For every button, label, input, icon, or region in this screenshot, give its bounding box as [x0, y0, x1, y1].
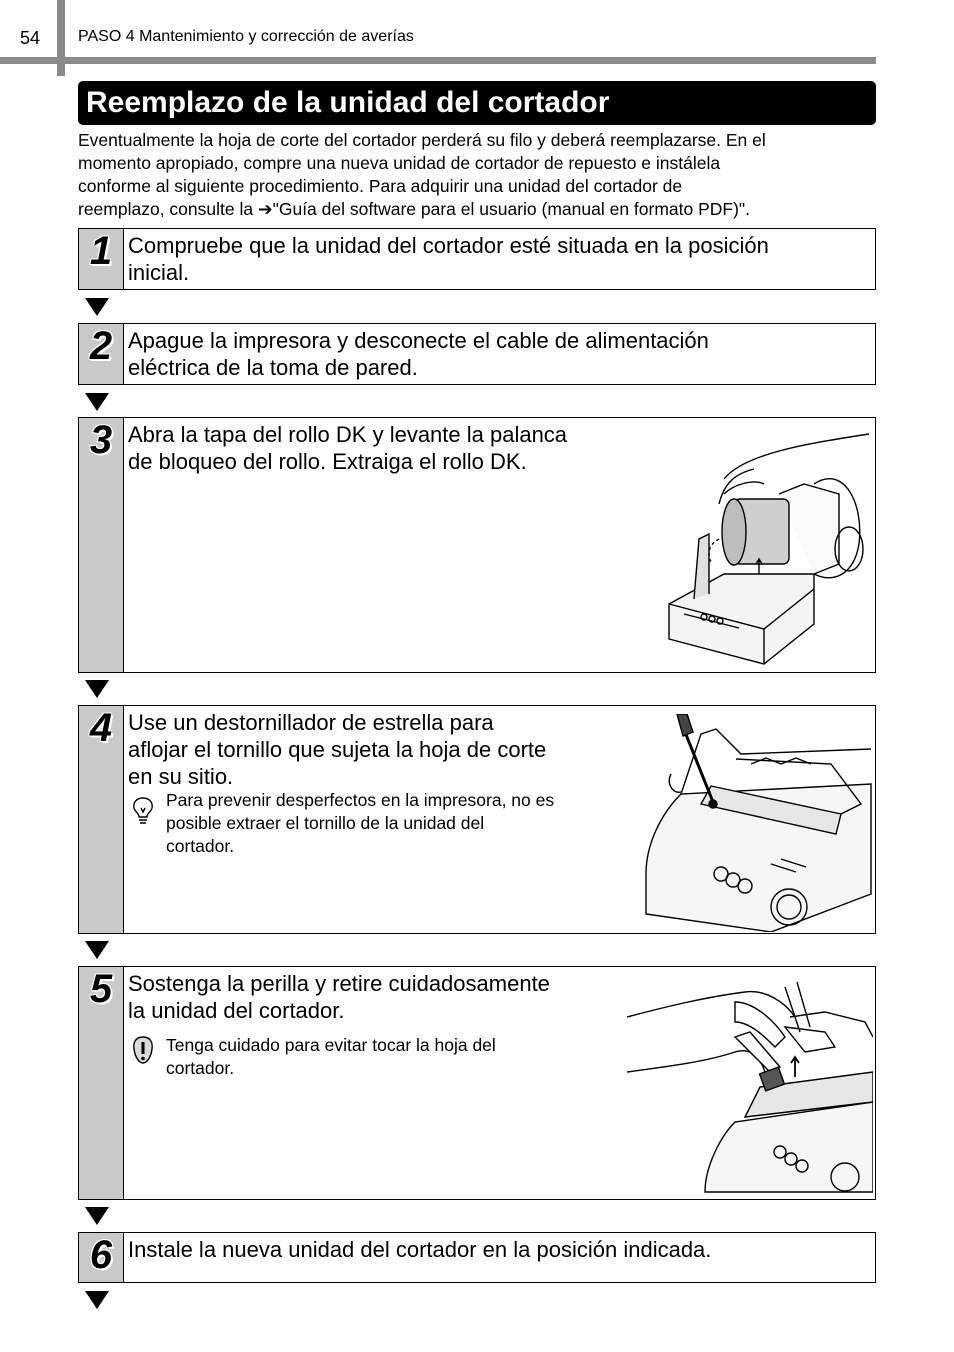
step-line: Compruebe que la unidad del cortador esté situada en la posición — [128, 233, 769, 258]
step-line: aflojar el tornillo que sujeta la hoja de corte — [128, 737, 547, 762]
page-number: 54 — [20, 28, 41, 48]
step-line: Instale la nueva unidad del cortador en la posición indicada. — [128, 1237, 712, 1262]
next-step-arrow-icon — [85, 680, 109, 698]
intro-line: Eventualmente la hoja de corte del cortador perderá su filo y deberá reemplazarse. En el — [78, 130, 766, 150]
step-number: 4 — [89, 706, 113, 750]
reference-arrow-icon: ➔ — [257, 199, 273, 219]
step-1 — [78, 228, 876, 290]
step-number-column — [79, 967, 124, 1199]
intro-line — [78, 198, 878, 221]
step-text — [128, 1236, 711, 1263]
step-text — [128, 970, 550, 1024]
printer-remove-roll-illustration — [664, 424, 869, 668]
step-line: Use un destornillador de estrella para — [128, 710, 494, 735]
step-line: Abra la tapa del rollo DK y levante la palanca — [128, 422, 568, 447]
step-number: 6 — [89, 1233, 113, 1277]
screwdriver-cutter-screw-illustration — [641, 714, 873, 932]
note-line: Tenga cuidado para evitar tocar la hoja del — [166, 1035, 496, 1055]
intro-paragraph — [78, 129, 878, 221]
remove-cutter-unit-illustration — [625, 977, 873, 1195]
next-step-arrow-icon — [85, 1291, 109, 1309]
running-title: PASO 4 Mantenimiento y corrección de averías — [78, 28, 414, 45]
step-line: Apague la impresora y desconecte el cable de alimentación — [128, 328, 709, 353]
step-line: eléctrica de la toma de pared. — [128, 355, 418, 380]
next-step-arrow-icon — [85, 298, 109, 316]
note-line: cortador. — [166, 1058, 235, 1078]
step-line: de bloqueo del rollo. Extraiga el rollo DK. — [128, 449, 527, 474]
note-line: Para prevenir desperfectos en la impresora, no es — [166, 790, 555, 810]
step-number-column — [79, 229, 124, 289]
step-6 — [78, 1232, 876, 1283]
step-text — [128, 421, 567, 475]
step-4 — [78, 705, 876, 934]
note-line: cortador. — [166, 836, 235, 856]
next-step-arrow-icon — [85, 1207, 109, 1225]
lightbulb-icon — [131, 796, 155, 826]
step-number-column — [79, 706, 124, 933]
intro-line: conforme al siguiente procedimiento. Para adquirir una unidad del cortador de — [78, 176, 683, 196]
header-vertical-rule — [57, 0, 65, 76]
step-text — [128, 232, 769, 286]
step-line: Sostenga la perilla y retire cuidadosamente — [128, 971, 550, 996]
note-line: posible extraer el tornillo de la unidad del — [166, 813, 485, 833]
note-text — [166, 789, 554, 858]
next-step-arrow-icon — [85, 941, 109, 959]
step-number-column — [79, 324, 124, 384]
step-number-column — [79, 1233, 124, 1282]
header-horizontal-rule — [0, 57, 876, 64]
step-text — [128, 327, 709, 381]
step-5 — [78, 966, 876, 1200]
step-text — [128, 709, 546, 790]
step-number-column — [79, 418, 124, 672]
next-step-arrow-icon — [85, 393, 109, 411]
note-text — [166, 1034, 496, 1080]
step-2 — [78, 323, 876, 385]
section-title: Reemplazo de la unidad del cortador — [78, 81, 876, 125]
step-number: 2 — [89, 324, 113, 368]
step-line: inicial. — [128, 260, 190, 285]
step-number: 1 — [89, 229, 113, 273]
intro-line: momento apropiado, compre una nueva unidad de cortador de repuesto e instálela — [78, 153, 721, 173]
step-line: en su sitio. — [128, 764, 234, 789]
step-line: la unidad del cortador. — [128, 998, 345, 1023]
step-number: 5 — [89, 967, 113, 1011]
step-number: 3 — [89, 418, 113, 462]
caution-icon — [131, 1035, 155, 1065]
step-3 — [78, 417, 876, 673]
software-guide-reference: "Guía del software para el usuario (manual en formato PDF)". — [272, 199, 751, 219]
intro-last-prefix: reemplazo, consulte la — [78, 199, 258, 219]
